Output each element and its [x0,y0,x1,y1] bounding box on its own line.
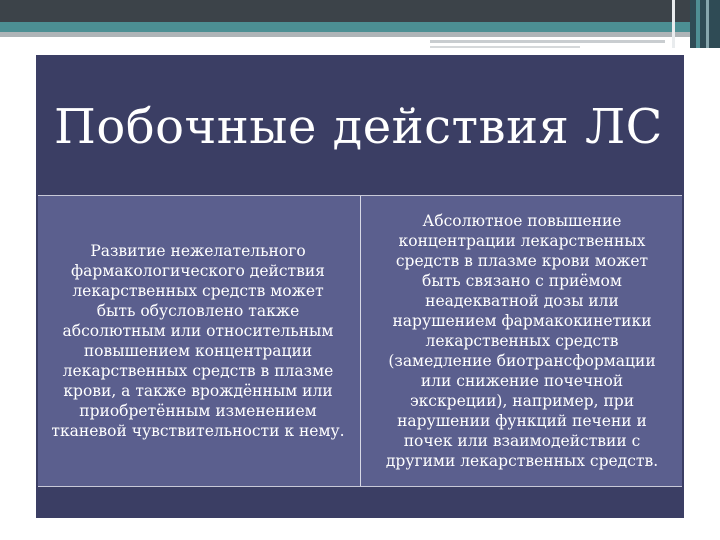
slide-title: Побочные действия ЛС [54,99,663,155]
left-column [38,196,358,486]
right-column-text: Абсолютное повышение концентрации лекарственных средств в плазме крови может быть связано с приёмом неадекватной дозы или нарушением фармакокинетики лекарственных средств (замедление биотрансформации или снижение почечной экскреции), например, при нарушении функций печени и почек или взаимодействии с другими лекарственных средств. [385,212,659,470]
left-column-text: Развитие нежелательного фармакологического действия лекарственных средств может быть обусловлено также абсолютным или относительным повышением концентрации лекарственных средств в плазме крови, а также врождённым или приобретённым изменением тканевой чувствительности к нему. [51,242,345,440]
footer-area [36,487,684,518]
decor-rule [672,0,675,48]
top-accent-bar [0,22,720,32]
column-divider [360,196,361,486]
title-area [36,55,684,195]
decor-line-short [430,46,580,48]
decor-line [430,40,665,43]
slide [36,55,684,518]
top-gray-bar [0,32,720,37]
content-table [38,195,682,487]
decor-vertical-bars [690,0,720,48]
right-column [362,196,682,486]
top-decor-bar [0,0,720,22]
